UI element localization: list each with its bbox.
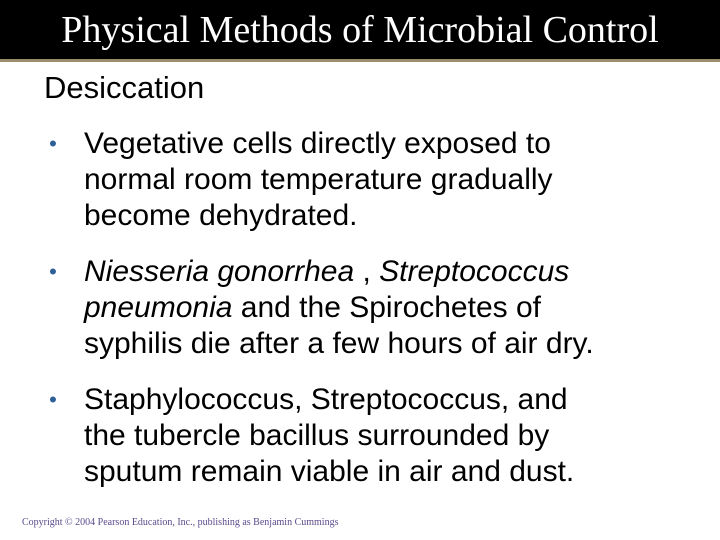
bullet-text-line <box>84 290 712 326</box>
bullet-text-line: Staphylococcus, Streptococcus, and <box>84 383 568 416</box>
bullet-text-line: Vegetative cells directly exposed to <box>84 127 551 160</box>
bullet-dot-icon: • <box>49 259 57 284</box>
bullet-list <box>22 126 712 510</box>
bullet-text-line: sputum remain viable in air and dust. <box>84 455 575 488</box>
bullet-text-line: normal room temperature gradually <box>84 163 553 196</box>
bullet-text-line <box>84 254 712 290</box>
title-bar <box>0 0 720 62</box>
bullet-text-fragment: and the Spirochetes of <box>232 291 541 324</box>
bullet-text-line: the tubercle bacillus surrounded by <box>84 419 550 452</box>
bullet-dot-icon: • <box>49 387 57 412</box>
bullet-item <box>22 126 712 234</box>
bullet-text-line: syphilis die after a few hours of air dry. <box>84 327 594 360</box>
slide-title: Physical Methods of Microbial Control <box>61 9 659 51</box>
separator-text: , <box>354 255 380 288</box>
organism-name: Streptococcus <box>379 255 570 288</box>
bullet-item <box>22 254 712 362</box>
bullet-dot-icon: • <box>49 131 57 156</box>
slide-subtitle: Desiccation <box>44 70 205 105</box>
bullet-item <box>22 382 712 490</box>
copyright-footer: Copyright © 2004 Pearson Education, Inc., publishing as Benjamin Cummings <box>22 517 339 528</box>
organism-name: Niesseria gonorrhea <box>84 255 355 288</box>
organism-name: pneumonia <box>84 291 233 324</box>
bullet-text-line: become dehydrated. <box>84 199 358 232</box>
